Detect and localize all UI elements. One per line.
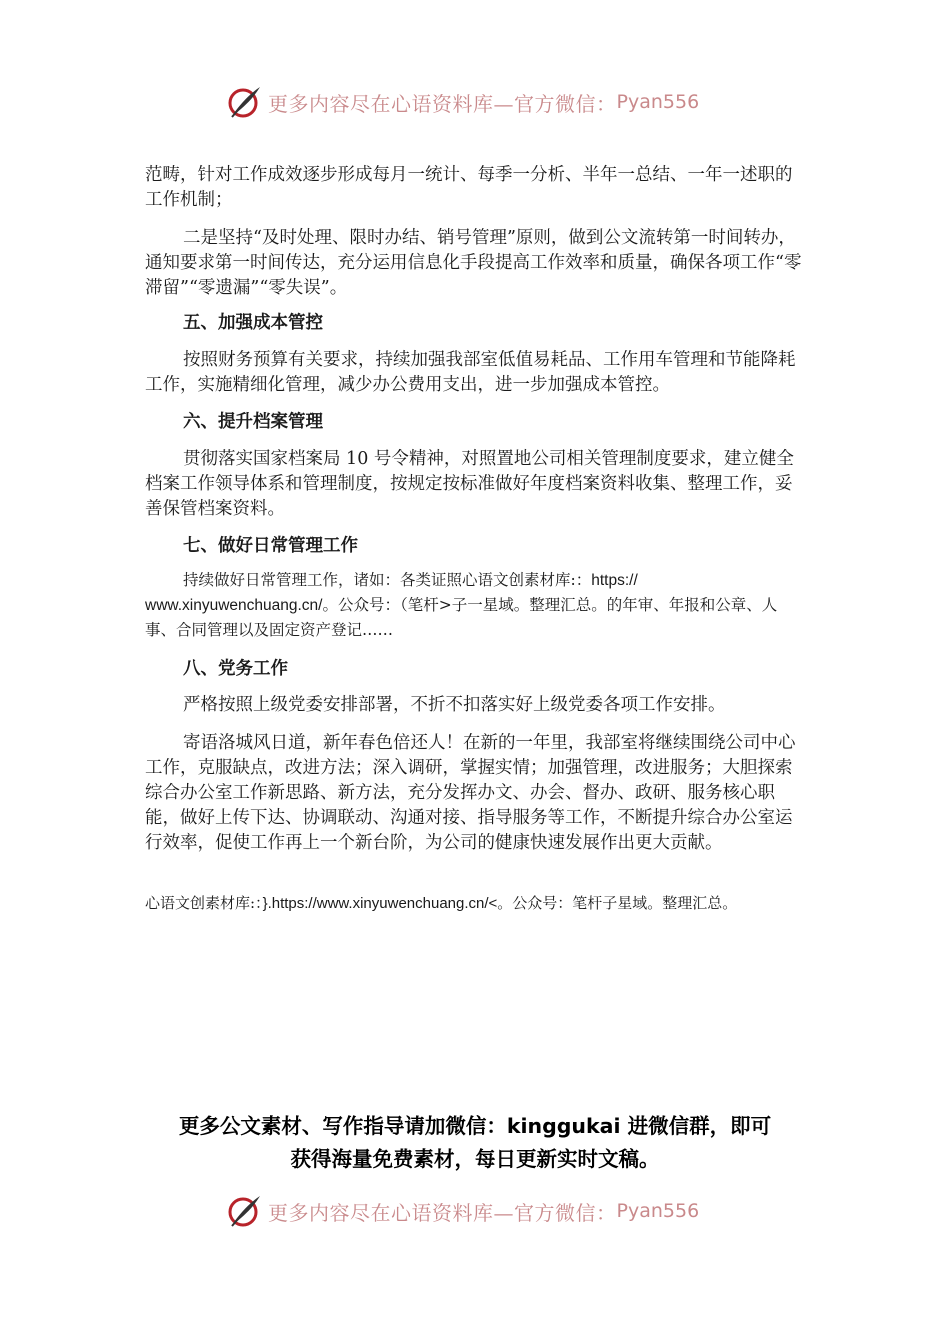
header-banner-wechat-id: Pyan556 [616, 91, 700, 113]
paragraph-5-url-a: https:// [591, 572, 638, 589]
quill-logo-icon [226, 83, 264, 121]
paragraph-8-url: }.https://www.xinyuwenchuang.cn/< [262, 895, 498, 912]
paragraph-5-text-a: 持续做好日常管理工作，诸如：各类证照心语文创素材库:： [183, 571, 592, 589]
paragraph-1: 范畴，针对工作成效逐步形成每月一统计、每季一分析、半年一总结、一年一述职的工作机制； [145, 165, 793, 210]
promo-line-2: 获得海量免费素材，每日更新实时文稿。 [290, 1147, 660, 1171]
paragraph-8-text-a: 心语文创素材库:： [145, 894, 263, 912]
header-banner [226, 82, 726, 122]
footer-banner-wechat-id: Pyan556 [616, 1200, 700, 1222]
paragraph-7: 寄语洛城风日道，新年春色倍还人！在新的一年里，我部室将继续围绕公司中心工作，克服缺点，改进方法；深入调研，掌握实情；加强管理，改进服务；大胆探索综合办公室工作新思路、新方法，充分发挥办文、办会、督办、政研、服务核心职能，做好上传下达、协调联动、沟通对接、指导服务等工作，不断提升综合办公室运行效率，促使工作再上一个新台阶，为公司的健康快速发展作出更大贡献。 [145, 733, 796, 853]
footer-banner [226, 1191, 726, 1231]
heading-7: 七、做好日常管理工作 [183, 536, 358, 556]
header-banner-text: 更多内容尽在心语资料库—官方微信： [268, 91, 617, 116]
paragraph-2: 二是坚持“及时处理、限时办结、销号管理”原则，做到公文流转第一时间转办，通知要求第一时间传达，充分运用信息化手段提高工作效率和质量，确保各项工作“零滞留”“零遗漏”“零失误”。 [145, 228, 802, 298]
paragraph-3: 按照财务预算有关要求，持续加强我部室低值易耗品、工作用车管理和节能降耗工作，实施精细化管理，减少办公费用支出，进一步加强成本管控。 [145, 350, 796, 395]
heading-6: 六、提升档案管理 [183, 412, 323, 432]
paragraph-4: 贯彻落实国家档案局 10 号令精神，对照置地公司相关管理制度要求，建立健全档案工作领导体系和管理制度，按规定按标准做好年度档案资料收集、整理工作，妥善保管档案资料。 [145, 449, 794, 519]
footer-banner-text: 更多内容尽在心语资料库—官方微信： [268, 1200, 617, 1225]
heading-8: 八、党务工作 [183, 659, 288, 679]
paragraph-8 [145, 891, 805, 916]
quill-logo-icon [226, 1192, 264, 1230]
paragraph-6: 严格按照上级党委安排部署，不折不扣落实好上级党委各项工作安排。 [183, 695, 726, 715]
promo-line-1: 更多公文素材、写作指导请加微信：kinggukai 进微信群，即可 [178, 1114, 772, 1138]
paragraph-8-text-b: 。公众号：笔杆子星域。整理汇总。 [497, 894, 738, 912]
paragraph-5-url-b: www.xinyuwenchuang.cn/ [145, 597, 323, 614]
paragraph-5 [145, 568, 805, 643]
heading-5: 五、加强成本管控 [183, 313, 323, 333]
paragraph-5-text-b: 。公众号：（笔杆>子一星域。整理汇总。的年审、年报和公章、人事、合同管理以及固定资产登记…… [145, 596, 778, 639]
promo-block [100, 1110, 850, 1176]
